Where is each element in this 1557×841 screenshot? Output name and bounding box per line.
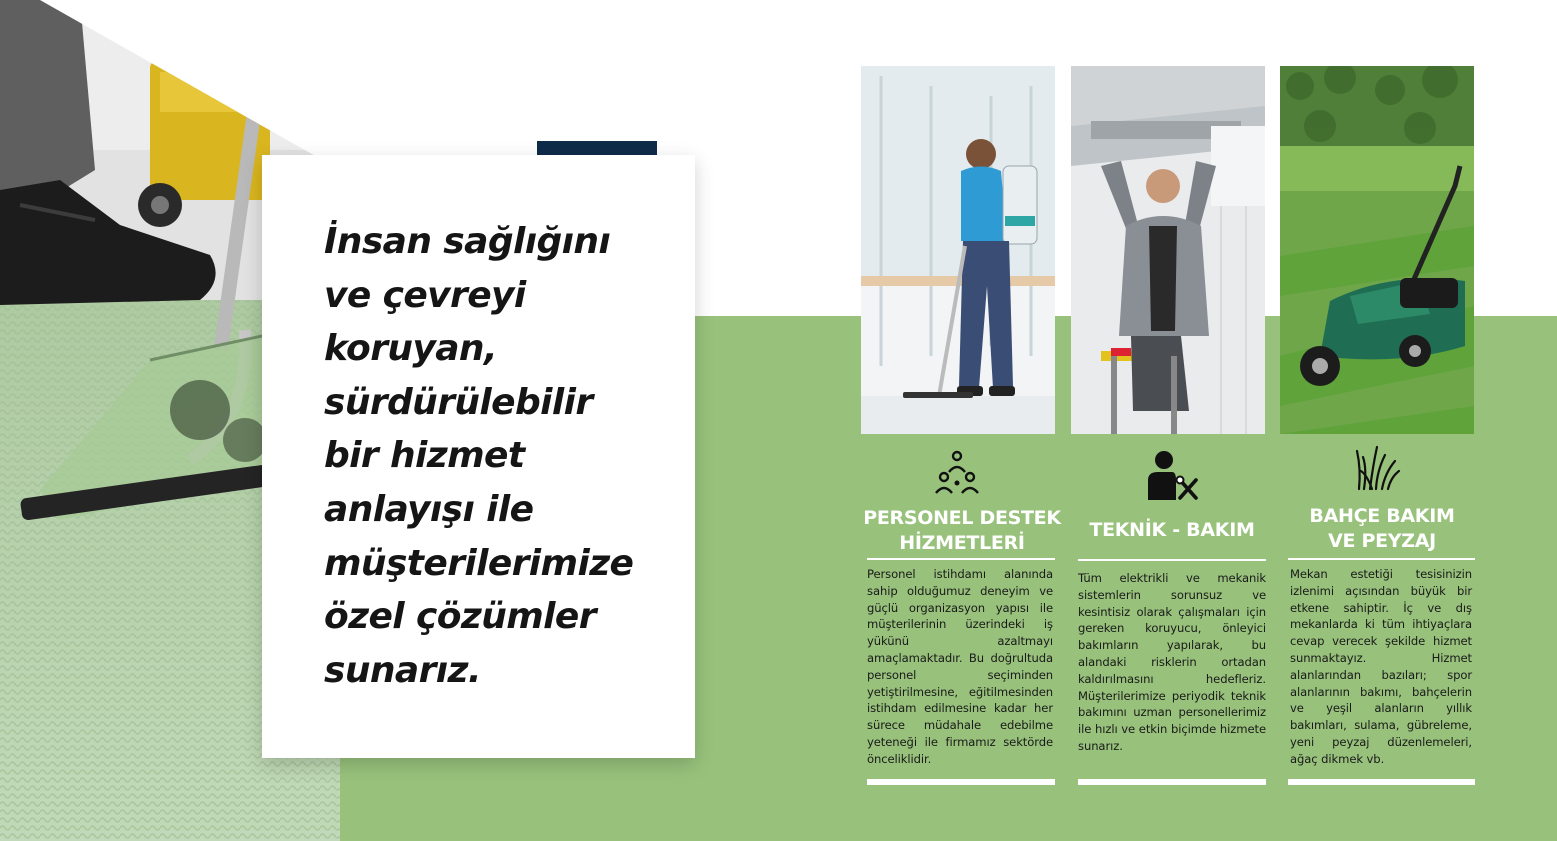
service-description-garden: Mekan estetiği tesisinizin izlenimi açısından büyük bir etkene sahiptir. İç ve dış mekanlarda ki tüm ihtiyaçlara cevap verecek şekilde hizmet sunmaktayız. Hizmet alanlarından bazıları; spor alanlarının bakımı, bahçelerin ve yeşil alanların yıllık bakımları, sulama, gübreleme, yeni peyzaj düzenlemeleri, ağaç dikmek vb. xyxy=(1290,567,1472,766)
quote-line: koruyan, xyxy=(324,328,498,370)
quote-line: özel çözümler xyxy=(324,596,596,638)
service-description-personnel: Personel istihdamı alanında sahip olduğumuz deneyim ve güçlü organizasyon yapısı ile müşterilerinin üzerindeki iş yükünü azaltmayı amaçlamaktadır. Bu doğrultuda personel seçiminden yetiştirilmesine, eğitilmesinden istihdam edilmesine kadar her sürece müdahale edebilme yeteneği ile firmamız sektörde önceliklidir. xyxy=(867,567,1053,766)
accent-bar xyxy=(537,141,657,155)
divider xyxy=(1288,558,1475,560)
service-title-technical xyxy=(1072,518,1272,543)
quote-line: sürdürülebilir xyxy=(324,381,593,423)
title-line: VE PEYZAJ xyxy=(1328,530,1436,552)
divider xyxy=(867,558,1055,560)
technician-tools-icon xyxy=(1146,450,1200,505)
mission-statement xyxy=(324,215,684,697)
quote-line: müşterilerimize xyxy=(324,542,634,584)
title-line: TEKNİK - BAKIM xyxy=(1089,519,1255,541)
quote-line: bir hizmet xyxy=(324,435,525,477)
lawn-mower-photo xyxy=(1280,66,1474,434)
quote-line: sunarız. xyxy=(324,649,481,691)
grass-icon xyxy=(1355,445,1401,496)
quote-line: ve çevreyi xyxy=(324,274,526,316)
service-description-technical: Tüm elektrikli ve mekanik sistemlerin sorunsuz ve kesintisiz olarak çalışmaları için gereken koruyucu, önleyici bakımların yapılarak, bu alandaki risklerin ortadan kaldırılmasını hedefleriz. Müşterilerimize periyodik teknik bakımını uzman personellerimiz ile hızlı ve etkin biçimde hizmete sunarız. xyxy=(1078,571,1266,753)
quote-line: anlayışı ile xyxy=(324,488,534,530)
bottom-bar xyxy=(867,779,1055,785)
quote-card xyxy=(262,155,695,758)
title-line: HİZMETLERİ xyxy=(899,532,1025,554)
cleaning-worker-photo xyxy=(861,66,1055,434)
divider xyxy=(1078,559,1266,561)
bottom-bar xyxy=(1288,779,1475,785)
people-group-icon xyxy=(935,450,979,501)
technician-ceiling-photo xyxy=(1071,66,1265,434)
title-line: PERSONEL DESTEK xyxy=(863,507,1061,529)
title-line: BAHÇE BAKIM xyxy=(1309,505,1455,527)
quote-line: İnsan sağlığını xyxy=(324,221,611,262)
bottom-bar xyxy=(1078,779,1266,785)
service-title-garden xyxy=(1282,504,1482,554)
service-title-personnel xyxy=(862,506,1062,556)
